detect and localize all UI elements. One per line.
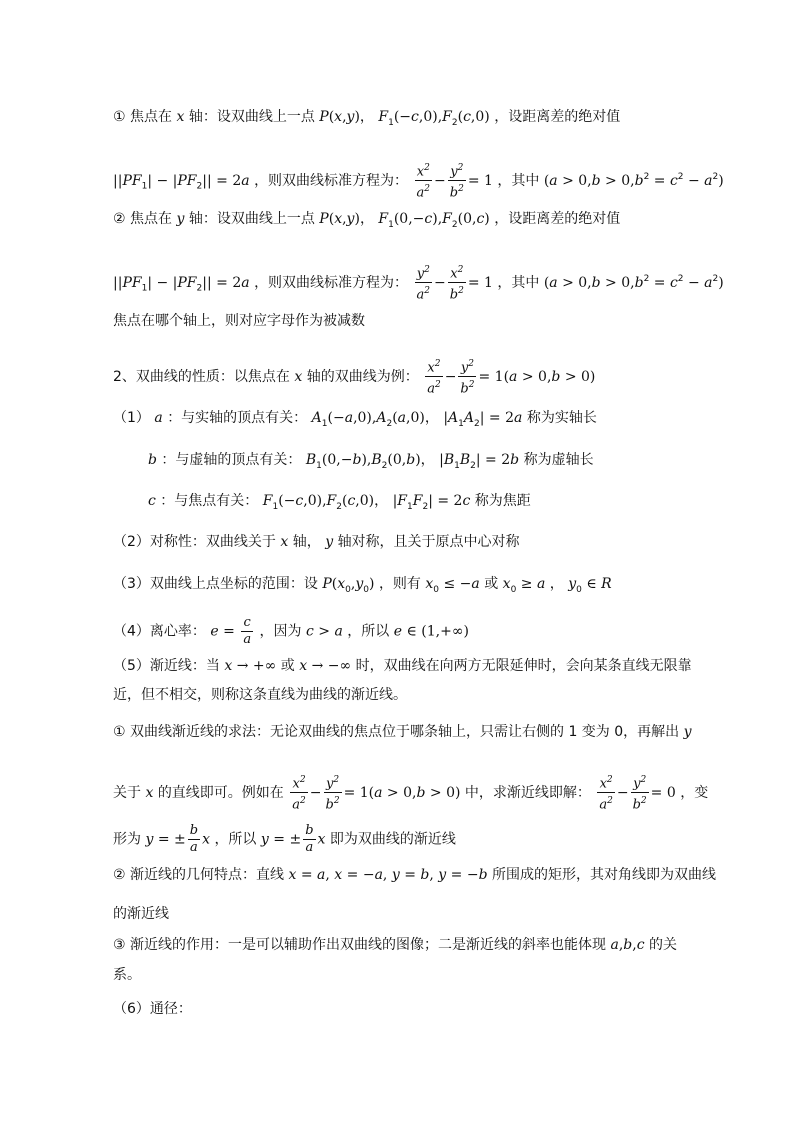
note-line: 焦点在哪个轴上，则对应字母作为被减数 xyxy=(113,313,365,329)
text: 2、双曲线的性质：以焦点在 xyxy=(113,368,290,385)
text: （2）对称性：双曲线关于 xyxy=(113,534,276,550)
text: 轴：设双曲线上一点 xyxy=(188,211,315,227)
asymptote-3-line2: 系。 xyxy=(113,967,141,983)
text: ① 焦点在 xyxy=(113,109,173,125)
text: ，则双曲线标准方程为： xyxy=(254,274,409,291)
text: （4）离心率： xyxy=(113,623,206,640)
text: 即为双曲线的渐近线 xyxy=(329,831,456,848)
text: 的直线即可。例如在 xyxy=(157,784,284,801)
text: ② 焦点在 xyxy=(113,211,173,227)
text: ① 双曲线渐近线的求法：无论双曲线的焦点位于哪条轴上，只需让右侧的 1 变为 0，再解出 xyxy=(113,724,680,740)
property-3: （3）双曲线上点坐标的范围：设 $P(x_0,y_0)$ ，则有 $x_0 \le -a$ 或 $x_0 \ge a$ ， $y_0$ ∈ R xyxy=(113,576,612,595)
text: ：与焦点有关： xyxy=(160,493,259,509)
asymptote-2: ② 渐近线的几何特点：直线 x = a, x = −a, y = b, y = −b 所围成的矩形，其对角线即为双曲线 xyxy=(113,867,716,883)
text: ，其中 xyxy=(497,274,540,291)
text: ，所以 xyxy=(347,623,390,640)
text: （5）渐近线：当 xyxy=(113,658,220,674)
asymptote-3: ③ 渐近线的作用：一是可以辅助作出双曲线的图像；二是渐近线的斜率也能体现 a,b,c 的关 xyxy=(113,937,677,953)
text: ：与实轴的顶点有关： xyxy=(167,410,308,426)
text: 称为实轴长 xyxy=(526,410,597,426)
text: 或 xyxy=(280,658,295,674)
text: 关于 xyxy=(113,784,141,801)
text: 时，双曲线在向两方无限延伸时，会向某条直线无限靠 xyxy=(355,658,692,674)
text: （1） xyxy=(113,410,150,426)
property-2: （2）对称性：双曲线关于 x 轴， y 轴对称，且关于原点中心对称 xyxy=(113,534,520,550)
asymptote-1-line2: 关于 x 的直线即可。例如在 $\frac{x^2}{a^2}$ − $\frac{y^2}{b^2}$ = 1(a > 0,b > 0) 中，求渐近线即解： $\frac{x^2}{a^2}$ − $\frac{y^2}{b^2}$ = 0 ，变 xyxy=(113,775,709,813)
text: 轴对称，且关于原点中心对称 xyxy=(337,534,520,550)
focus-y-line: ② 焦点在 y 轴：设双曲线上一点 P(x,y)， $F_1(0,-c),F_2(0,c)$ ，设距离差的绝对值 xyxy=(113,211,621,230)
section-2-title: 2、双曲线的性质：以焦点在 x 轴的双曲线为例： $\frac{x^2}{a^2}$ − $\frac{y^2}{b^2}$ = 1(a > 0,b > 0) xyxy=(113,359,596,397)
property-1-b: b ：与虚轴的顶点有关： $B_1(0,-b),B_2(0,b)$， $|B_1B_2| = 2b$ 称为虚轴长 xyxy=(148,452,594,471)
text: 形为 xyxy=(113,831,141,848)
text: ，设距离差的绝对值 xyxy=(494,109,621,125)
text: ，则双曲线标准方程为： xyxy=(254,172,409,189)
property-1-a: （1） a ：与实轴的顶点有关： $A_1(-a,0),A_2(a,0)$， $|A_1A_2| = 2a$ 称为实轴长 xyxy=(113,410,597,429)
text: 称为焦距 xyxy=(474,493,531,509)
text: ：与虚轴的顶点有关： xyxy=(161,452,302,468)
text: ，其中 xyxy=(497,172,540,189)
text: ② 渐近线的几何特点：直线 xyxy=(113,867,285,883)
text: 或 xyxy=(484,576,499,592)
text: 所围成的矩形，其对角线即为双曲线 xyxy=(491,867,716,883)
focus-x-line: ① 焦点在 x 轴：设双曲线上一点 P(x,y)， $F_1(-c,0),F_2(c,0)$ ，设距离差的绝对值 xyxy=(113,109,621,128)
text: 的关 xyxy=(648,937,677,953)
text: ，因为 xyxy=(259,623,302,640)
asymptote-1-line3: 形为 y = ± $\frac{b}{a}$ x ，所以 y = ± $\frac{b}{a}$ x 即为双曲线的渐近线 xyxy=(113,823,456,855)
property-5: （5）渐近线：当 x → +∞ 或 x → −∞ 时，双曲线在向两方无限延伸时，会向某条直线无限靠 xyxy=(113,658,692,674)
text: ，设距离差的绝对值 xyxy=(494,211,621,227)
text: ，所以 xyxy=(214,831,257,848)
asymptote-2-line2: 的渐近线 xyxy=(113,906,169,922)
property-1-c: c ：与焦点有关： $F_1(-c,0),F_2(c,0)$， $|F_1F_2| = 2c$ 称为焦距 xyxy=(148,493,531,512)
text: ， xyxy=(549,576,564,592)
text: ，则有 xyxy=(378,576,421,592)
text: 轴：设双曲线上一点 xyxy=(188,109,315,125)
text: ③ 渐近线的作用：一是可以辅助作出双曲线的图像；二是渐近线的斜率也能体现 xyxy=(113,937,606,953)
text: 称为虚轴长 xyxy=(523,452,594,468)
property-6: （6）通径： xyxy=(113,1001,192,1017)
asymptote-1: ① 双曲线渐近线的求法：无论双曲线的焦点位于哪条轴上，只需让右侧的 1 变为 0，再解出 y xyxy=(113,724,692,740)
text: ，变 xyxy=(680,784,709,801)
property-5-line2: 近，但不相交，则称这条直线为曲线的渐近线。 xyxy=(113,687,407,703)
property-4: （4）离心率： e = $\frac{c}{a}$ ，因为 c > a ，所以 e ∈ (1,+∞) xyxy=(113,615,469,647)
focus-x-equation-line: $||PF_1| - |PF_2|| = 2a$ ，则双曲线标准方程为： $\frac{x^2}{a^2}$ − $\frac{y^2}{b^2}$ = 1 ，其中 $(a > 0,b > 0,b^2 = c^2 - a^2)$ xyxy=(113,163,724,201)
text: （3）双曲线上点坐标的范围：设 xyxy=(113,576,318,592)
focus-y-equation-line: $||PF_1| - |PF_2|| = 2a$ ，则双曲线标准方程为： $\frac{y^2}{a^2}$ − $\frac{x^2}{b^2}$ = 1 ，其中 $(a > 0,b > 0,b^2 = c^2 - a^2)$ xyxy=(113,265,724,303)
text: 轴的双曲线为例： xyxy=(306,368,419,385)
text: 轴， xyxy=(292,534,321,550)
text: 中，求渐近线即解： xyxy=(464,784,591,801)
